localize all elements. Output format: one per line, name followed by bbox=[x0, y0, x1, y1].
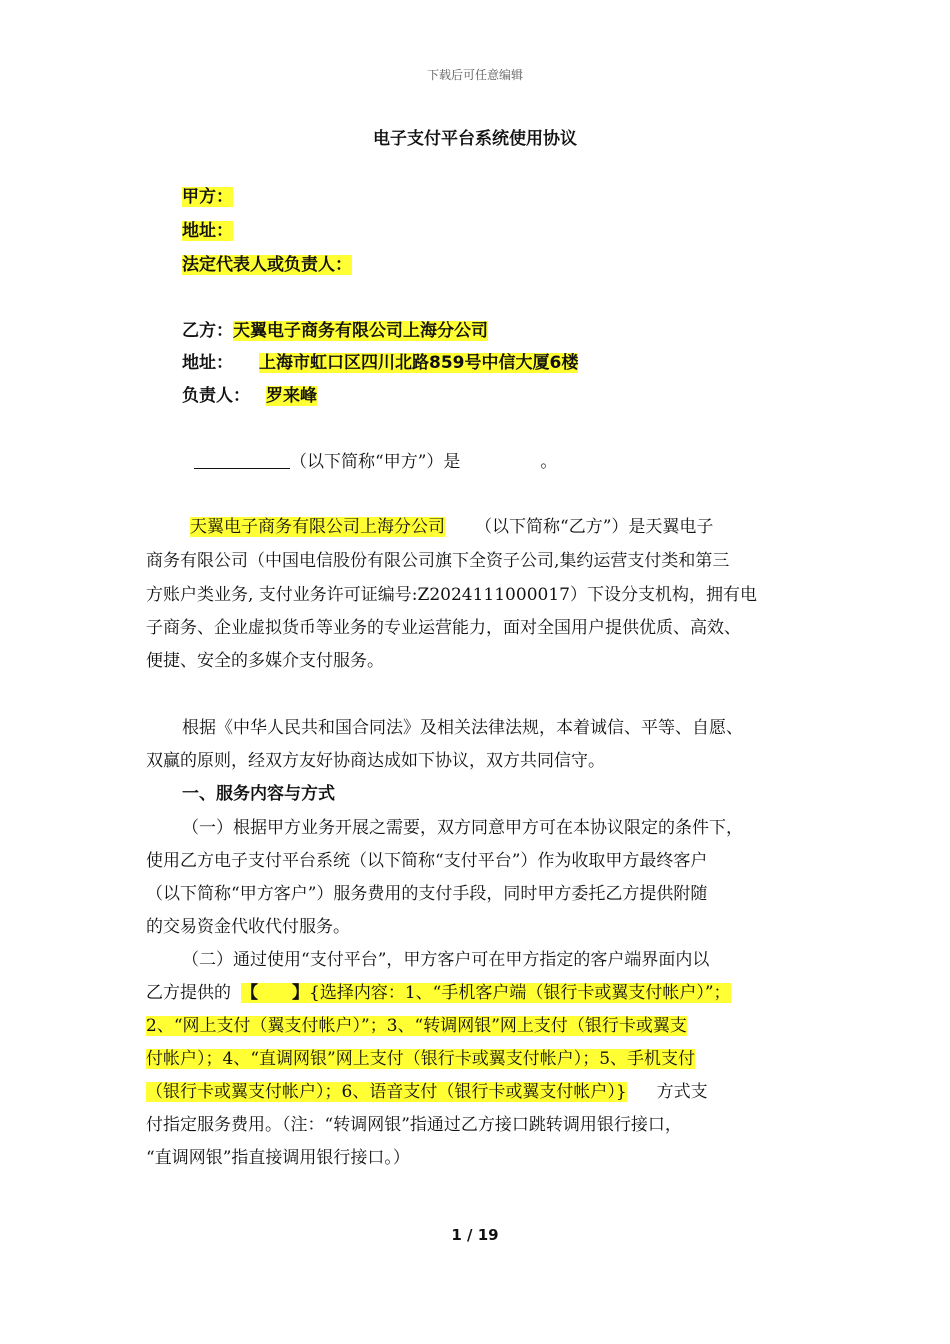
party-b-name-value: 天翼电子商务有限公司上海分公司 bbox=[233, 321, 488, 341]
s1-p2-line2-pre: 乙方提供的 bbox=[146, 983, 231, 1003]
s1-p2-line1: （二）通过使用“支付平台”，甲方客户可在甲方指定的客户端界面内以 bbox=[182, 950, 710, 970]
s1-p1-line1: （一）根据甲方业务开展之需要，双方同意甲方可在本协议限定的条件下， bbox=[182, 818, 743, 838]
intro-b-line4: 子商务、企业虚拟货币等业务的专业运营能力，面对全国用户提供优质、高效、 bbox=[146, 618, 741, 638]
party-b-name-label: 乙方： bbox=[182, 321, 233, 341]
s1-p1-line2: 使用乙方电子支付平台系统（以下简称“支付平台”）作为收取甲方最终客户 bbox=[146, 851, 708, 871]
intro-b-company: 天翼电子商务有限公司上海分公司 bbox=[190, 517, 445, 537]
s1-p2-line4-text: 付帐户）；4、“直调网银”网上支付（银行卡或翼支付帐户）；5、手机支付 bbox=[146, 1049, 696, 1069]
party-a-name-label: 甲方： bbox=[182, 187, 233, 207]
s1-p2-line5 bbox=[146, 1077, 708, 1102]
intro-b-line1 bbox=[190, 512, 713, 537]
page-header: 下载后可任意编辑 bbox=[426, 68, 523, 82]
s1-p1-line4: 的交易资金代收代付服务。 bbox=[146, 917, 350, 937]
intro-b-line3: 方账户类业务, 支付业务许可证编号:Z2024111000017）下设分支机构，拥有电 bbox=[146, 585, 757, 605]
intro-b-line5: 便捷、安全的多媒介支付服务。 bbox=[146, 651, 384, 671]
intro-a-text: （以下简称“甲方”）是 bbox=[290, 452, 461, 472]
document-title: 电子支付平台系统使用协议 bbox=[373, 129, 577, 149]
basis-line1: 根据《中华人民共和国合同法》及相关法律法规，本着诚信、平等、自愿、 bbox=[182, 718, 743, 738]
s1-p2-line6: 付指定服务费用。（注：“转调网银”指通过乙方接口跳转调用银行接口， bbox=[146, 1115, 682, 1135]
party-b-rep-value: 罗来峰 bbox=[266, 386, 317, 406]
s1-p1-line3: （以下简称“甲方客户”）服务费用的支付手段，同时甲方委托乙方提供附随 bbox=[146, 884, 708, 904]
s1-p2-line5-options: （银行卡或翼支付帐户）；6、语音支付（银行卡或翼支付帐户）} bbox=[146, 1082, 627, 1102]
party-b-name-line bbox=[182, 316, 488, 341]
party-b-address-value: 上海市虹口区四川北路859号中信大厦6楼 bbox=[259, 353, 579, 373]
party-a-blank bbox=[194, 450, 290, 469]
section1-heading: 一、服务内容与方式 bbox=[182, 784, 335, 804]
party-b-address-line bbox=[182, 348, 578, 373]
intro-a-end: 。 bbox=[540, 452, 558, 472]
party-b-address-label: 地址： bbox=[182, 353, 233, 373]
payment-option-bracket: 【 】 bbox=[241, 983, 309, 1003]
party-b-rep-line bbox=[182, 381, 317, 406]
s1-p2-line7: “直调网银”指直接调用银行接口。） bbox=[146, 1148, 410, 1168]
party-a-address-label: 地址： bbox=[182, 221, 233, 241]
page-number: 1 / 19 bbox=[451, 1226, 499, 1244]
s1-p2-line4 bbox=[146, 1044, 695, 1069]
party-a-rep-line bbox=[182, 250, 352, 275]
s1-p2-line3 bbox=[146, 1011, 687, 1036]
intro-b-line2: 商务有限公司（中国电信股份有限公司旗下全资子公司,集约运营支付类和第三 bbox=[146, 551, 730, 571]
basis-line2: 双赢的原则，经双方友好协商达成如下协议，双方共同信守。 bbox=[146, 751, 605, 771]
s1-p2-line2 bbox=[146, 978, 731, 1003]
s1-p2-line2-options: {选择内容：1、“手机客户端（银行卡或翼支付帐户）”； bbox=[309, 983, 731, 1003]
intro-b-line1-rest: （以下简称“乙方”）是天翼电子 bbox=[475, 517, 714, 537]
party-a-name-line bbox=[182, 182, 233, 207]
party-a-rep-label: 法定代表人或负责人： bbox=[182, 255, 352, 275]
s1-p2-line5-rest: 方式支 bbox=[656, 1082, 708, 1102]
party-a-address-line bbox=[182, 216, 233, 241]
party-b-rep-label: 负责人： bbox=[182, 386, 250, 406]
intro-party-a bbox=[194, 447, 557, 472]
s1-p2-line3-text: 2、“网上支付（翼支付帐户）”；3、“转调网银”网上支付（银行卡或翼支 bbox=[146, 1016, 687, 1036]
